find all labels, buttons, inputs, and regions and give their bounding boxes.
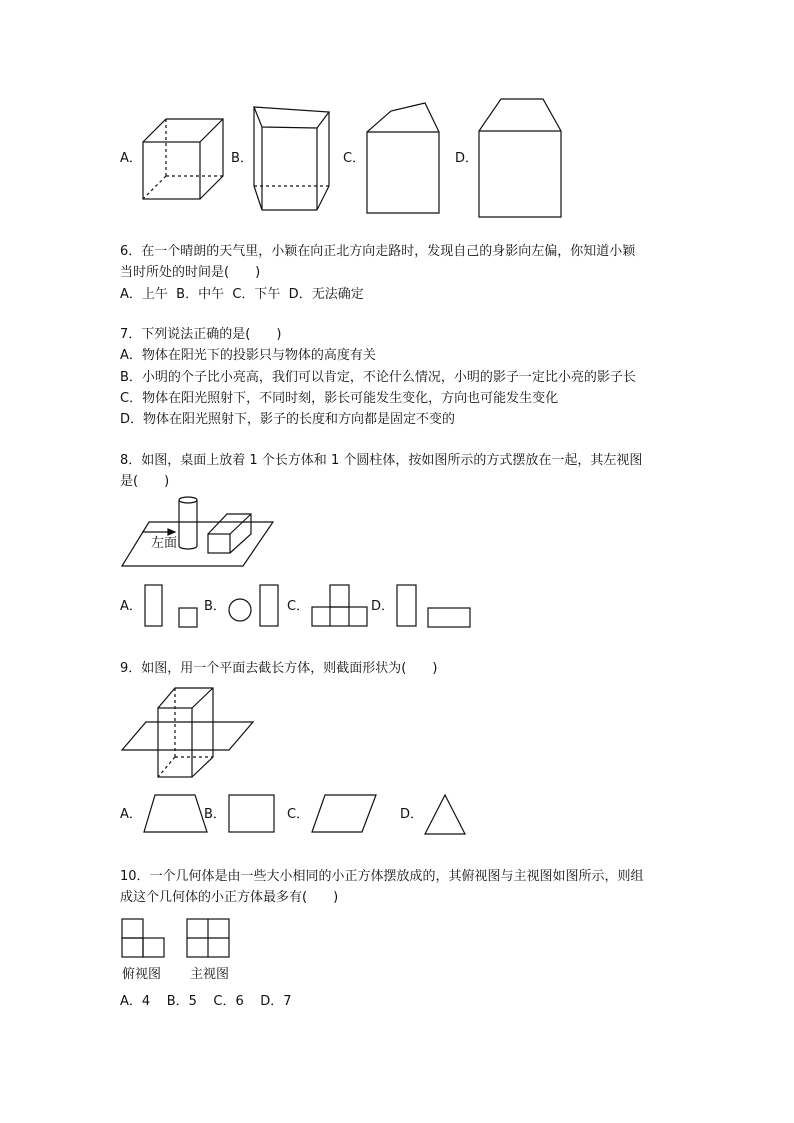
q8-option-d-label: D． bbox=[371, 599, 395, 614]
q9-stem: 9．如图，用一个平面去截长方体，则截面形状为( ) bbox=[120, 661, 438, 676]
q7-option-a: A．物体在阳光下的投影只与物体的高度有关 bbox=[120, 348, 376, 363]
q6-options: A．上午 B．中午 C．下午 D．无法确定 bbox=[120, 287, 364, 302]
q10-stem-line1: 10．一个几何体是由一些大小相同的小正方体摆放成的，其俯视图与主视图如图所示，则组 bbox=[120, 869, 644, 884]
q7-option-c: C．物体在阳光照射下，不同时刻，影长可能发生变化，方向也可能发生变化 bbox=[120, 391, 559, 406]
q10-options: A．4 B．5 C．6 D．7 bbox=[120, 994, 292, 1009]
q7-option-d: D．物体在阳光照射下，影子的长度和方向都是固定不变的 bbox=[120, 412, 456, 427]
q8-option-a-label: A． bbox=[120, 599, 142, 614]
q10-stem-line2: 成这个几何体的小正方体最多有( ) bbox=[120, 890, 339, 905]
q5-option-b-label: B． bbox=[231, 151, 253, 166]
q8-stem-line1: 8．如图，桌面上放着 1 个长方体和 1 个圆柱体，按如图所示的方式摆放在一起，其左视图 bbox=[120, 453, 643, 468]
q5-option-a-label: A． bbox=[120, 151, 142, 166]
q9-option-d-label: D． bbox=[400, 807, 424, 822]
q6-stem-line1: 6．在一个晴朗的天气里，小颖在向正北方向走路时，发现自己的身影向左偏，你知道小颖 bbox=[120, 244, 636, 259]
q7-option-b: B．小明的个子比小亮高，我们可以肯定，不论什么情况，小明的影子一定比小亮的影子长 bbox=[120, 370, 636, 385]
q5-option-d-label: D． bbox=[455, 151, 479, 166]
q7-stem: 7．下列说法正确的是( ) bbox=[120, 327, 282, 342]
q10-top-view-label: 俯视图 bbox=[122, 967, 162, 982]
q9-option-a-label: A． bbox=[120, 807, 142, 822]
q8-option-c-label: C． bbox=[287, 599, 310, 614]
q10-front-view-label: 主视图 bbox=[190, 967, 230, 982]
q8-option-b-label: B． bbox=[204, 599, 226, 614]
q9-option-b-label: B． bbox=[204, 807, 226, 822]
q8-left-face-label: 左面 bbox=[151, 536, 178, 551]
q6-stem-line2: 当时所处的时间是( ) bbox=[120, 265, 261, 280]
q9-option-c-label: C． bbox=[287, 807, 310, 822]
q8-stem-line2: 是( ) bbox=[120, 474, 170, 489]
q5-option-c-label: C． bbox=[343, 151, 366, 166]
